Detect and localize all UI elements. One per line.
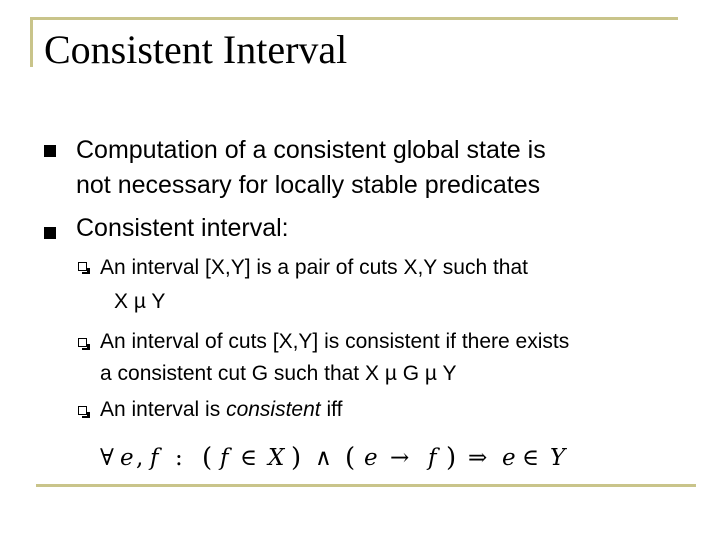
hollow-square-bullet-icon [78, 406, 87, 415]
bullet-1-line-2: not necessary for locally stable predicates [76, 171, 541, 199]
bullet-1-line-1: Computation of a consistent global state is [76, 136, 546, 164]
forall-symbol: ∀ [100, 445, 114, 471]
hollow-square-bullet-icon [78, 338, 87, 347]
title-frame-left-line [30, 17, 33, 67]
formula-rparen: ) [291, 443, 302, 473]
sub-bullet-3-tail: iff [320, 398, 343, 421]
formula-lparen: ( [202, 443, 213, 473]
sub-bullet-2-line-1: An interval of cuts [X,Y] is consistent if there exists [100, 330, 570, 353]
square-bullet-icon [44, 145, 56, 157]
sub-bullet-2-line-2: a consistent cut G such that X µ G µ Y [100, 362, 457, 385]
bullet-2-line-1: Consistent interval: [76, 214, 289, 242]
formula-rparen: ) [446, 443, 457, 473]
formula-var-f: f [220, 445, 229, 471]
sub-bullet-1-line-2: X µ Y [114, 290, 166, 313]
formula-lparen: ( [345, 443, 356, 473]
implies-arrow: ⇒ [468, 445, 488, 471]
formula-colon: : [175, 445, 183, 471]
footer-divider-line [36, 484, 696, 487]
hollow-square-bullet-icon [78, 262, 87, 271]
happened-before-arrow: → [390, 445, 410, 471]
element-of-symbol: ∈ [240, 445, 258, 471]
formula-var-e: e [364, 445, 378, 471]
slide-title: Consistent Interval [44, 27, 348, 72]
formula-comma: , [136, 445, 144, 471]
formula-set-y: Y [550, 445, 566, 471]
sub-bullet-3-text: An interval is [100, 398, 227, 421]
square-bullet-icon [44, 227, 56, 239]
formula-var-f: f [150, 445, 159, 471]
formula-var-e: e [120, 445, 134, 471]
element-of-symbol: ∈ [522, 445, 540, 471]
formula-var-e: e [502, 445, 516, 471]
sub-bullet-3 [100, 395, 342, 425]
sub-bullet-3-emphasis: consistent [226, 398, 321, 421]
formula-var-f: f [428, 445, 437, 471]
consistency-formula [98, 437, 580, 475]
title-frame-top-line [30, 17, 678, 20]
formula-set-x: X [268, 445, 285, 471]
sub-bullet-1-line-1: An interval [X,Y] is a pair of cuts X,Y such that [100, 256, 528, 279]
logical-and-symbol: ∧ [315, 445, 332, 471]
